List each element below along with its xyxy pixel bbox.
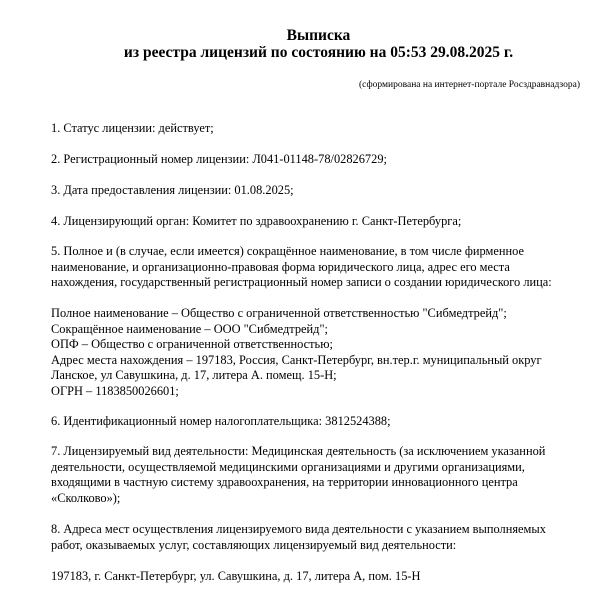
paragraph-line: наименование, и организационно-правовая форма юридического лица, адрес его места [51, 259, 510, 274]
document-subtitle: из реестра лицензий по состоянию на 05:53 29.08.2025 г. [123, 44, 514, 61]
address-line-continued: Ланское, ул Савушкина, д. 17, литера А. помещ. 15-Н; [51, 368, 337, 383]
legal-form-line: ОПФ – Общество с ограниченной ответственностью; [51, 337, 333, 352]
item-taxpayer-id: 6. Идентификационный номер налогоплательщика: 3812524388; [51, 414, 391, 428]
short-name-line: Сокращённое наименование – ООО "Сибмедтрейд"; [51, 321, 328, 336]
item-licensing-body: 4. Лицензирующий орган: Комитет по здравоохранению г. Санкт-Петербурга; [51, 214, 462, 228]
item-issue-date: 3. Дата предоставления лицензии: 01.08.2025; [51, 183, 294, 197]
address-line: Адрес места нахождения – 197183, Россия, Санкт-Петербург, вн.тер.г. муниципальный округ [51, 352, 542, 367]
source-note: (сформирована на интернет-портале Росздравнадзора) [359, 80, 580, 90]
item-registration-number: 2. Регистрационный номер лицензии: Л041-01148-78/02826729; [51, 152, 387, 166]
paragraph-line: нахождения, государственный регистрационный номер записи о создании юридического лица: [51, 275, 552, 290]
paragraph-line: 8. Адреса мест осуществления лицензируемого вида деятельности с указанием выполняемых [51, 522, 546, 536]
activity-address: 197183, г. Санкт-Петербург, ул. Савушкина, д. 17, литера А, пом. 15-Н [51, 569, 421, 583]
paragraph-line: входящими в частную систему здравоохранения, на территории инновационного центра [51, 475, 518, 490]
item-activity-addresses [51, 522, 571, 553]
paragraph-line: 7. Лицензируемый вид деятельности: Медицинская деятельность (за исключением указанной [51, 444, 546, 458]
document-title: Выписка [286, 27, 351, 44]
item-licensed-activity [51, 444, 571, 506]
item-organization-heading [51, 244, 571, 291]
paragraph-line: «Сколково»); [51, 490, 121, 505]
full-name-line: Полное наименование – Общество с ограниченной ответственностью "Сибмедтрейд"; [51, 306, 507, 320]
paragraph-line: деятельности, осуществляемой медицинскими организациями и другими организациями, [51, 459, 525, 474]
item-license-status: 1. Статус лицензии: действует; [51, 121, 214, 135]
organization-details [51, 306, 571, 400]
paragraph-line: 5. Полное и (в случае, если имеется) сокращённое наименование, в том числе фирменное [51, 244, 524, 258]
ogrn-line: ОГРН – 1183850026601; [51, 383, 179, 398]
paragraph-line: работ, оказываемых услуг, составляющих лицензируемый вид деятельности: [51, 537, 457, 552]
